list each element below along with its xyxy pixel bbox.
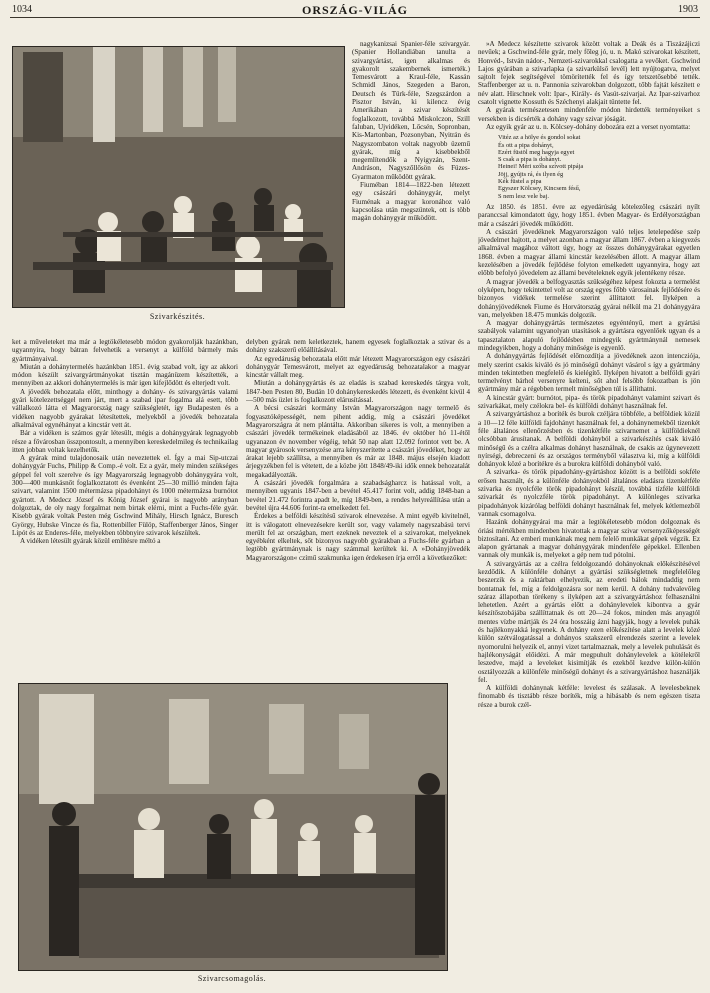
paragraph: Az egyedáruság behozatala előtt már létezett Magyarországon egy császári dohánygyár Temesvárott, melyet az egyedáruság behozatalakor a magyar kincstár vállalt meg.	[246, 354, 470, 380]
paragraph: nagykanizsai Spanier-féle szivargyár. (Spanier Hollandiában tanulta a szivargyártást, igen alkalmas és gyakorolt szakembernek ismerték.) Temesvárott a Kraul-féle, Kassán Schmidl János, Szegeden a Baron, Deutsch és Türk-féle, Szegszárdon a Pisztor István, ki kilencz évig Amerikában a szivar készítését foglalkozott, továbbá Miskolczon, Szill faluban, Ujvidéken, Lőcsén, Sopronban, Kis-Martonban, Pozsonyban, Nyitrán és Nagyszombaton voltak nagyobb üzemű gyárak, míg a kisebbekből megemlítendők a Nyigyzán, Szent-Andráson, Nagyszőllősön és Füzes-Gyarmaton működött gyárak.	[352, 40, 470, 181]
paragraph: Miután a dohánygyártás és az eladás is szabad kereskedés tárgya volt, 1847-ben Pesten 80, Budán 10 dohánykereskedés létezett, és évenként kivül 4—500 más üzlet is foglalkozott elárusítással.	[246, 379, 470, 405]
paragraph: A magyar jövedék a belfogyasztás szükségéhez képest fokozta a termelést olyképen, hogy tekintettel volt az ország egyes főbb városainak fejlődésére és bizonyos vidékek termelése szerint állíttatott fel. Ilyképen a dohányjövedéknek Fiume és Horvátország gyárai nélkül ma 21 dohánygyára van, melyekben 18.475 munkás dolgozik.	[478, 277, 700, 319]
text-column-left	[12, 338, 238, 680]
paragraph: A magyar dohánygyártás természetes egyéntényű, mert a gyártási szabályok valamint ugyanolyan utasítások a gyártásra egyenlőek ugyan és a tapasztalaton alapuló fejlődésben mindegyik gyártmánynál nemesek mindegyikben, hogy a dohány minősége is egyenlő.	[478, 319, 700, 352]
paragraph: ket a műveleteket ma már a legtökéletesebb módon gyakorolják hazánkban, ugyannyira, hogy bátran felvehetik a versenyt a külföld bármely más gyártmányaival.	[12, 338, 238, 363]
cigar-making-photo	[12, 46, 345, 308]
paragraph: A császári jövedéknek Magyarországon való teljes letelepedése szép jövedelmet hajtott, a melyet azonban a magyar állam 1867. évben a kiegyezés alkalmával magához váltott úgy, hogy az összes dohánygyárakat egyetlen 1868. évben a magyar állami kincstár kezelésében állott. A magyar állam kezelésében a jövedék fejlődése folyton emelkedett ugyannyira, hogy azt előbb befolyó jövedelem az állami bevételeknek egyik jelentékeny része.	[478, 227, 700, 278]
text-column-middle-top	[352, 40, 470, 340]
paragraph: Érdekes a belföldi készítésű szivarok elnevezése. A mint egyéb kivitelnél, itt is válogatott elnevezésekre került sor, vagy valamely nagyszabású tervi merült fel az országban, mert ezeknek neveztek el a szivarokat, melyeknek egyébként elkeltek, sőt bizonyos nagyobb gyárakban a Fuchs-féle gyárban a legtöbb gyártmánynak is nagy számmal kerültek ki. A »Dohányjövedék Magyarországon« czímű szakmunka igen érdekesen írja erről a következőket:	[246, 512, 470, 562]
paragraph: A szivargyártáshoz a boríték és burok czéljára többféle, a belföldiek közül a 10—12 féle külföldi fajdohányt használnak fel, a dohánynemekből tizenkét féle általános ellenőrzésben és tizenkétféle szivarnemet a külföldieknél olcsóbban árusítanak. A belföldi dohányból a szivarkészítés csak kiváló minőségű és a czélra alkalmas dohányt használnak, de csakis az úgynevezett nyírségi, debreczeni és az országos terményből választva ki, míg a külföldi dohányok közé a borítékre és a burokra külföldi dohányból való.	[478, 410, 700, 469]
paragraph: A gyárak természetesen mindenféle módon hirdették terményeiket s versekben is dicsérték a dohány vagy szivar jóságát.	[478, 106, 700, 123]
paragraph: A szivarka- és török pipadohány-gyártáshoz között is a belföldi sokféle erősen használt, és a különféle dohányokból általános eladásra tizenkétféle szivarka és nyolcféle török pipadohányt készül, továbbá tízféle külföldi szivarkát és nyolczféle török pipadohányt. A különleges szivarka pipadohányok kizárólag belföldi dohányt használnak fel, melyek kétlemezből vannak csomagolva.	[478, 468, 700, 518]
paragraph: A dohánygyártás fejlődését előmozdítja a jövedéknek azon intencziója, mely szerint csakis kiváló és jó minőségű dohányt vásárol s így a gyártmány minden tekintetben megfelelő és kielégítő. Ilyképen hivatott a belföldi gyári termelvényt bárhol versenyre kelteni, sőt ahol felsőbb fokozatban is jön gyártmány már a régebben termelt minőségben túl is állíthatni.	[478, 352, 700, 394]
text-column-right	[478, 40, 700, 986]
cigar-packing-photo	[18, 683, 448, 971]
running-title: ORSZÁG-VILÁG	[301, 3, 408, 17]
paragraph: Hazánk dohánygyárai ma már a legtökéletesebb módon dolgoznak és óriási mértékben mindenben hivatottak a magyar szivar versenyzőképességét biztosítani. Az emberi munkának meg nem felelő munkákat gépek végzik. Ez alapon gyártanak a magyar dohánygyárak mindenféle gépekkel. Ellenben vannak oly munkák is, melyeket a gép nem tud pótolni.	[478, 518, 700, 560]
paragraph: A bécsi császári kormány István Magyarországon nagy termelő és fogyasztóképességét, nem pihent addig, míg a császári jövedéket Magyarországra át nem plántálta. Akkoriban sikeres is volt, a mennyiben a császári jövedék termékeinek eladásából az 1846. év október hó 11-étől ugyanazon év november végéig, tehát 50 nap alatt 12.092 forintot vett be. A magyar gyárosok versenyzése arra kényszerítette a császári jövedéket, hogy az árakat lejebb szállítsa, a mennyiben és már az 1848. május elsején kiadott árjegyzékben fel is vétetett, de a közbe jött 1848/49-iki idők ennek behozatalát megakadályozták.	[246, 404, 470, 479]
bottom-figure-caption: Szivarcsomagolás.	[197, 974, 267, 983]
page-number-left: 1034	[12, 4, 32, 15]
paragraph: delyben gyárak nem keletkeztek, hanem egyesek foglalkoztak a szivar és a dohány szakszerű előállításával.	[246, 338, 470, 355]
paragraph: Az 1850. és 1851. évre az egyedárúság kötelezőleg császári nyílt paranccsal kimondatott úgy, hogy 1851. évben Magyar- és Erdélyországban már a császári jövedék működött.	[478, 202, 700, 228]
paragraph: A császári jövedék forgalmára a szabadságharcz is hatással volt, a mennyiben ugyanis 1847-ben a bevétel 45.417 forint volt, addig 1848-ban a bevétel 21.472 forintra apadt le, míg 1849-ben, a rendes helyreállítása után a bevétel újra 44.606 forint-ra emelkedett fel.	[246, 479, 470, 512]
paragraph: A kincstár gyárt: burnótot, pipa- és török pipadohányt valamint szivart és szivarkákat, mely czélokra bel- és külföldi dohányt használnak fel.	[478, 393, 700, 411]
paragraph: A gyárak mind tulajdonosaik után neveztettek el. Így a mai Sip-utczai dohánygyár Fuchs, Philipp & Comp.-é volt. Ez a gyár, mely minden szükséges géppel fel volt szerelve és így Magyarország legnagyobb dohánygyára volt, 300—400 munkásnőt foglalkoztatott és évenként 25—30 millió minden fajta szivart, valamint 1500 métermázsa pipadohányt és 1000 métermázsa burnótot gyártott. A Medecz József és König József gyárai is nagyobb arányban dolgoztak, de oly nagy forgalmat nem birtak elérni, mint a Fuchs-féle gyár. Kisebb gyárak voltak Pesten még Gschwind Mihály, Hirsch Ignácz, Buresch György, Hubske Vincze és fia, Rottenbiller Fülöp, Staffenberger János, Singer Lipót és az Enderes-féle, melyekben többnyire szivarok készültek.	[12, 454, 238, 537]
paragraph: A külföldi dohánynak kétféle: levelest és szálasak. A levelesbeknek finomabb és tisztább része boríték, míg a hibásabb és nem egészen tiszta része a burok czél-	[478, 684, 700, 709]
paragraph: »A Medecz készítette szivarok között voltak a Deák és a Tiszázájiczi nevűek; a Gschwind-féle gyár, mely főleg jó, u. n. Makó szivarokat készített, Honvéd-, István nádor-, Nemzeti-szivarokkal csalogatta a vevőket. Gschwind Lajos gyárában a szivarlapka (a szivarkülső levél) lett nyújtogatva, melyet sajtolt fejek segítségével tömörítették fel és így tetszetősebbé tették. Staffenberger az u. n. Pannonia szivarokban dolgozott, tőbb fajtát készített e név alatt. Hirschnek volt: Ipar-, Király- és Vasút-szivarjai. Az Ipar-szivarhoz csatolt vignette Kossuth és Széchenyi alakjait tüntette fel.	[478, 40, 700, 107]
top-figure-caption: Szivarkészités.	[149, 312, 206, 321]
page-header	[10, 3, 700, 18]
paragraph: A vidéken létesült gyárak közül említésre méltó a	[20, 537, 161, 546]
paragraph: A szivargyártás az a czélra feldolgozandó dohányoknak előkészítésével kezdődik. A különféle dohányt a gyártási szükségletnek megfelelőleg beszerzik és a raktárban elhelyezik, az eredeti bálok mindaddig nem bontatnak fel, míg a feldolgozásra sor nem kerül. A dohány tudvalevőleg száraz állapotban törékeny s ilyképen azt a szivargyártáshoz felhasználni lehetetlen. Azért a gyártás előtt a dohánylevelek kibontva a gyár készítőszobájába szállíttatnak és ott 20—24 fokos, minden más anyagtól mentes vízbe mártják és 24 óra hosszáig ázni hagyják, hogy a levelek puhák és hajlékonyakká legyenek. A dohány ezen előkészítése alatt a levelek közé külön szétválogatással a dohányos szakszerű elrendezés szerint a levelek nyomorulni helyezik el, annyi vizet tartalmaznak, mely a levelek puhulását és hajlékonyságát előidézi. A már megpuhult dohánylevelek a kötélekről leszedve, majd a leveleket kisimítják és ezekből kezdve külön-külön osztályozzák a különféle minőségű dohányt és a szivargyártáshoz használják fel.	[478, 559, 700, 684]
poem: Vitéz az a hölye és gondol sokat És ott a pipa dohányt, Ezért füstöl meg hagyja egyet S csak a pipa is dohányt. Heinei! Méri szóba szívott pipája Jöjj, gyújts rá, és ilyen ég Kék füstel a pipa Egyszer Kölcsey, Kincsem fésű, S nem lesz vele baj.	[498, 134, 584, 200]
paragraph: A jövedék behozatala előtt, minthogy a dohány- és szivargyártás valami gyári kötelezettséggel nem járt, mert a szabad ipar fogalma alá esett, több vállalkozó látta el Magyarország nagy szükségletét, így Budapesten és a vidéken nagyobb gyárakat létesítettek, melyekből a jövedék behozatala alkalmával egynéhányat a kincstár vett át.	[12, 387, 238, 429]
paragraph: Miután a dohánytermelés hazánkban 1851. évig szabad volt, így az akkori módon készült szivargyártmányokat tisztán magánüzem készítették, a mennyiben az akkori dohánytermelés is már igen kifejlődött és elterjedt volt.	[12, 362, 238, 388]
text-column-middle	[246, 338, 470, 680]
paragraph: Bár a vidéken is számos gyár létesült, mégis a dohánygyárak legnagyobb része a fővárosban összpontosult, a mennyiben kereskedelmileg és technikailag itten jobban voltak kezelhetők.	[12, 429, 238, 454]
paragraph: Fiuméban 1814—1822-ben létezett egy császári dohánygyár, melyt Fiuménak a magyar koronához való kapcsolása után megszüntek, ott is több magán dohánygyár működött.	[352, 181, 470, 223]
paragraph: Az egyik gyár az u. n. Kölcsey-dohány dobozára ezt a verset nyomtatta:	[486, 122, 691, 131]
page-number-right: 1903	[678, 4, 698, 15]
